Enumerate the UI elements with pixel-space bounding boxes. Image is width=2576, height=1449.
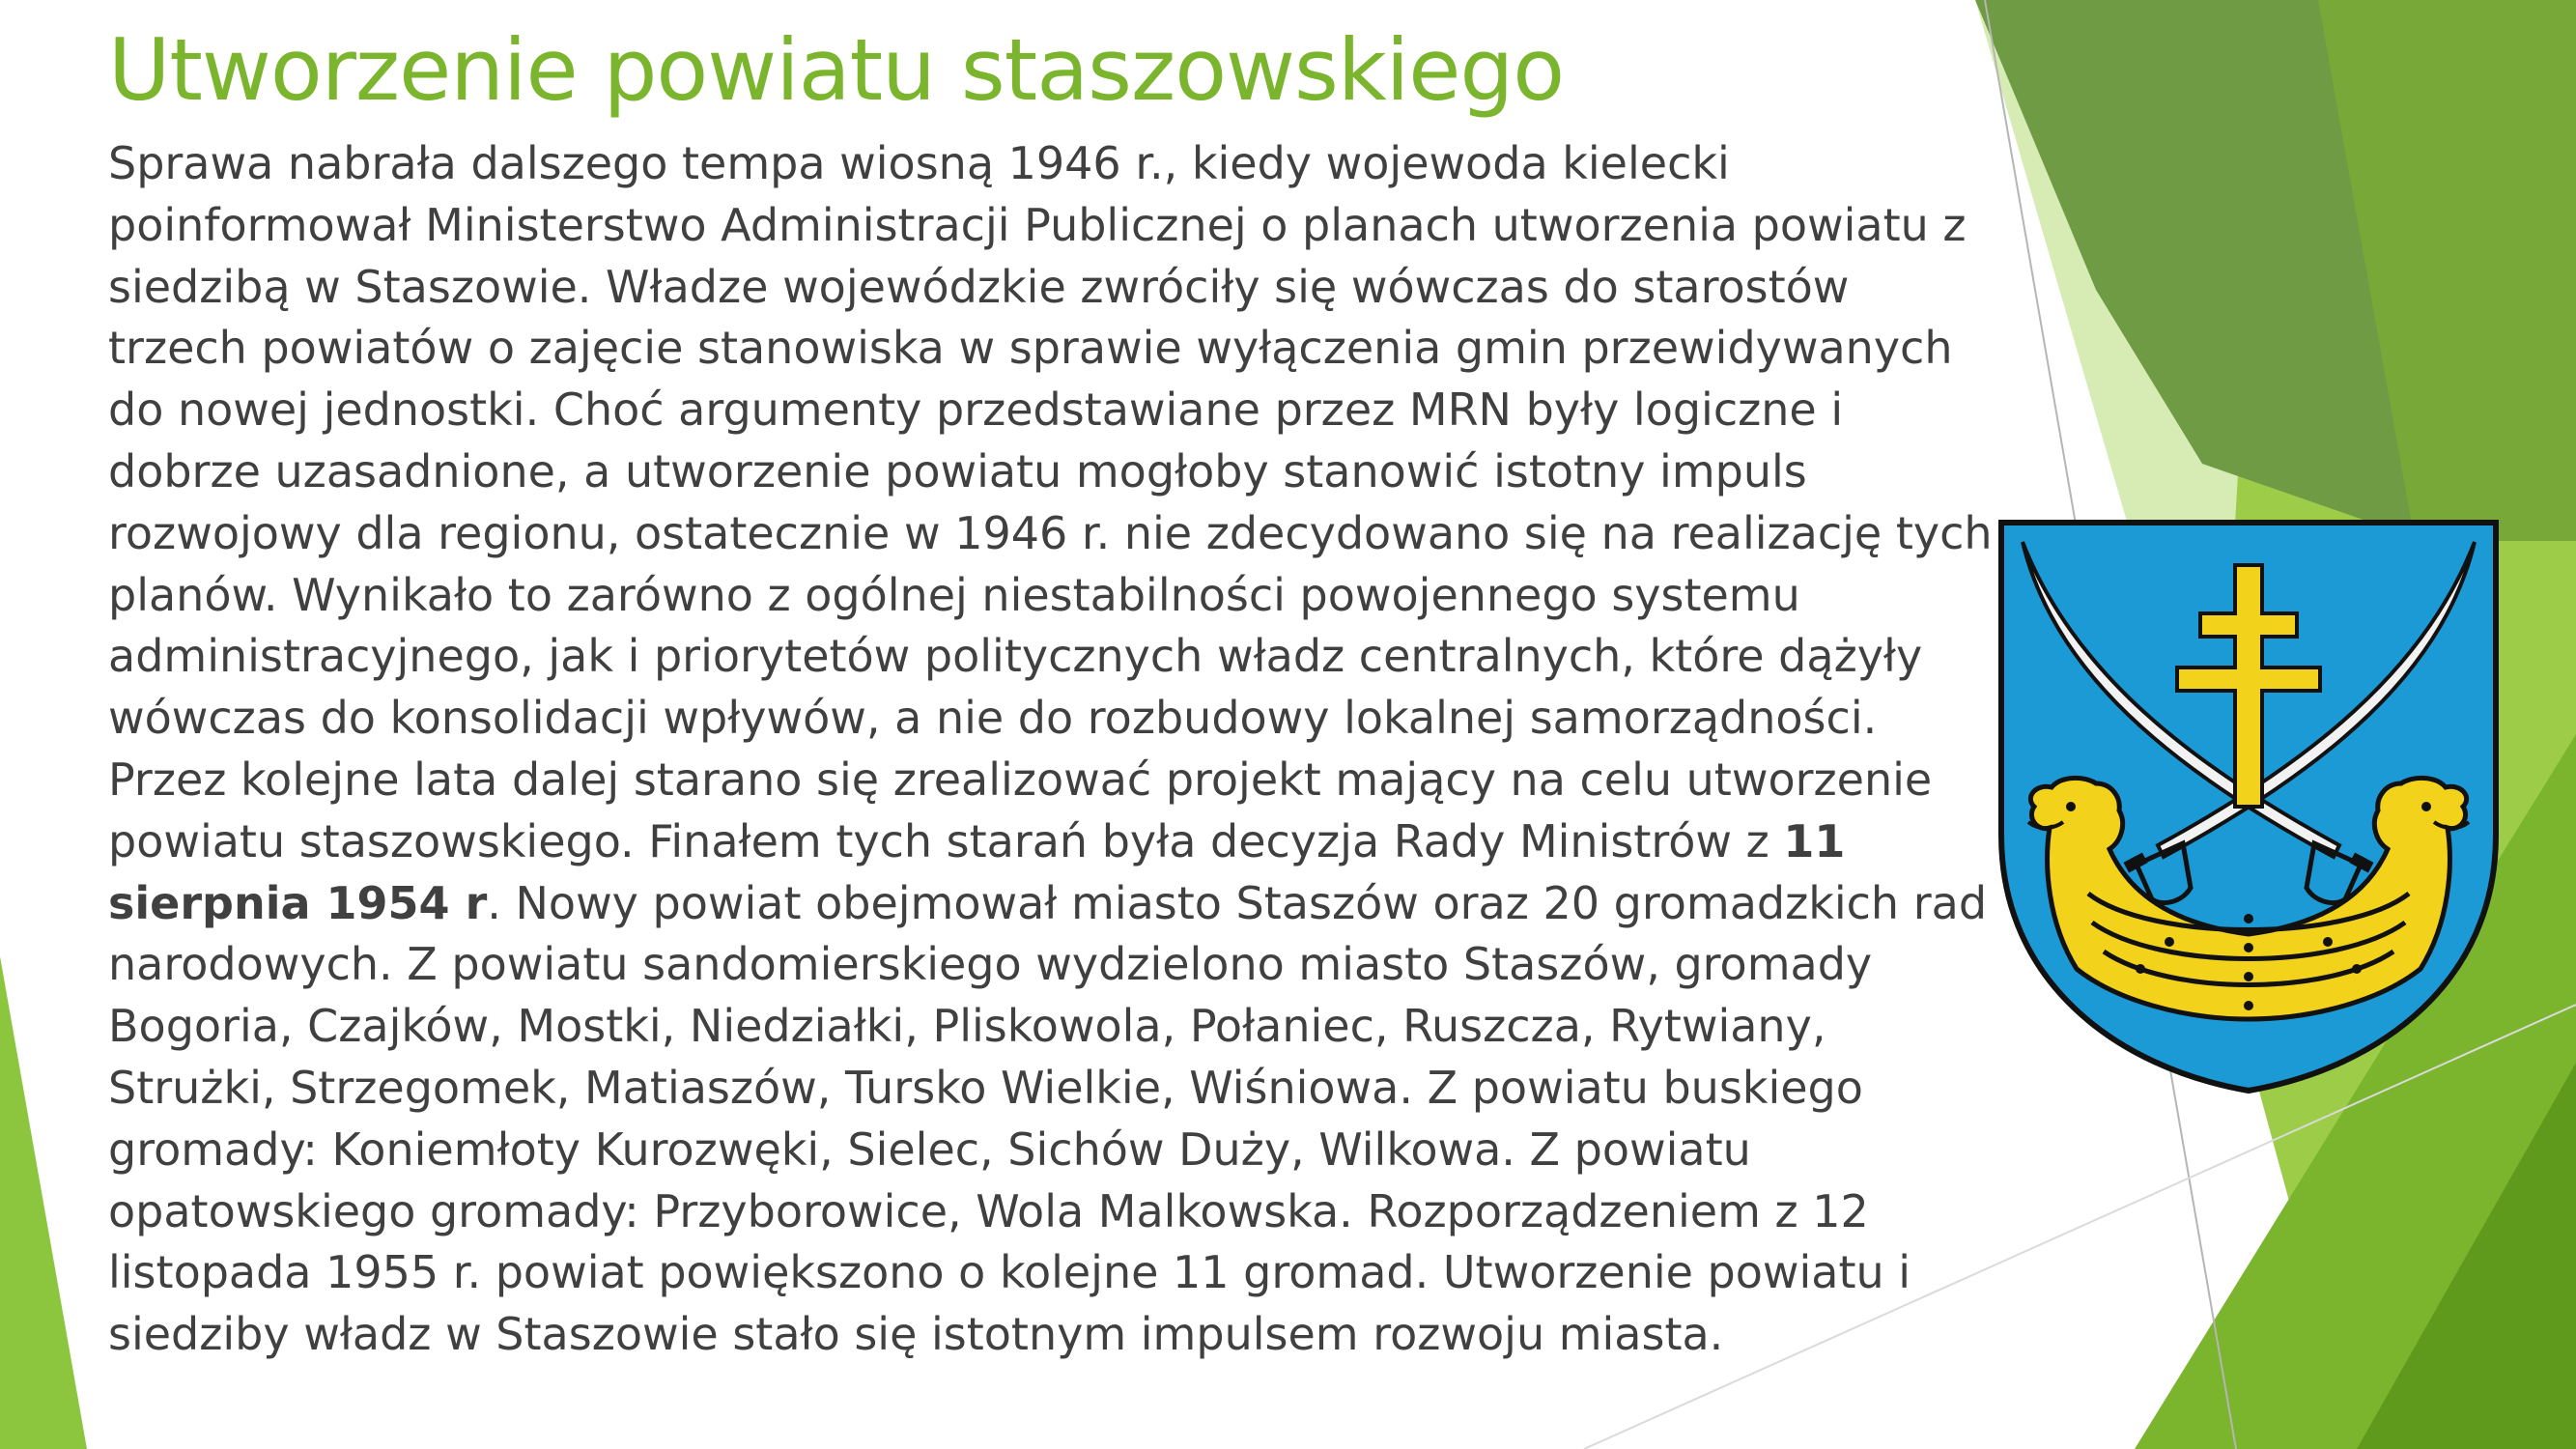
body-text-part-2: . Nowy powiat obejmował miasto Staszów oraz 20 gromadzkich rad narodowych. Z powiatu sandomierskiego wydzielono miasto Staszów, gromady Bogoria, Czajków, Mostki, Niedziałki, Pliskowola, Połaniec, Ruszcza, Rytwiany, Strużki, Strzegomek, Matiaszów, Tursko Wielkie, Wiśniowa. Z powiatu buskiego gromady: Koniemłoty Kurozwęki, Sielec, Sichów Duży, Wilkowa. Z powiatu opatowskiego gromady: Przyborowice, Wola Malkowska. Rozporządzeniem z 12 listopada 1955 r. powiat powiększono o kolejne 11 gromad. Utworzenie powiatu i siedziby władz w Staszowie stało się istotnym impulsem rozwoju miasta. [108,876,1988,1361]
body-text-part-1: Sprawa nabrała dalszego tempa wiosną 1946 r., kiedy wojewoda kielecki poinformował Ministerstwo Administracji Publicznej o planach utworzenia powiatu z siedzibą w Staszowie. Władze wojewódzkie zwróciły się wówczas do starostów trzech powiatów o zajęcie stanowiska w sprawie wyłączenia gmin przewidywanych do nowej jednostki. Choć argumenty przedstawiane przez MRN były logiczne i dobrze uzasadnione, a utworzenie powiatu mogłoby stanowić istotny impuls rozwojowy dla regionu, ostatecznie w 1946 r. nie zdecydowano się na realizację tych planów. Wynikało to zarówno z ogólnej niestabilności powojennego systemu administracyjnego, jak i priorytetów politycznych władz centralnych, które dążyły wówczas do konsolidacji wpływów, a nie do rozbudowy lokalnej samorządności. Przez kolejne lata dalej starano się zrealizować projekt mający na celu utworzenie powiatu staszowskiego. Finałem tych starań była decyzja Rady Ministrów z [108,137,1993,867]
body-text-date-bold: 11 sierpnia 1954 r [108,814,1846,929]
slide-title: Utworzenie powiatu staszowskiego [108,20,1565,120]
coat-of-arms-icon [1996,517,2502,1096]
slide-body-text [108,133,2001,1366]
